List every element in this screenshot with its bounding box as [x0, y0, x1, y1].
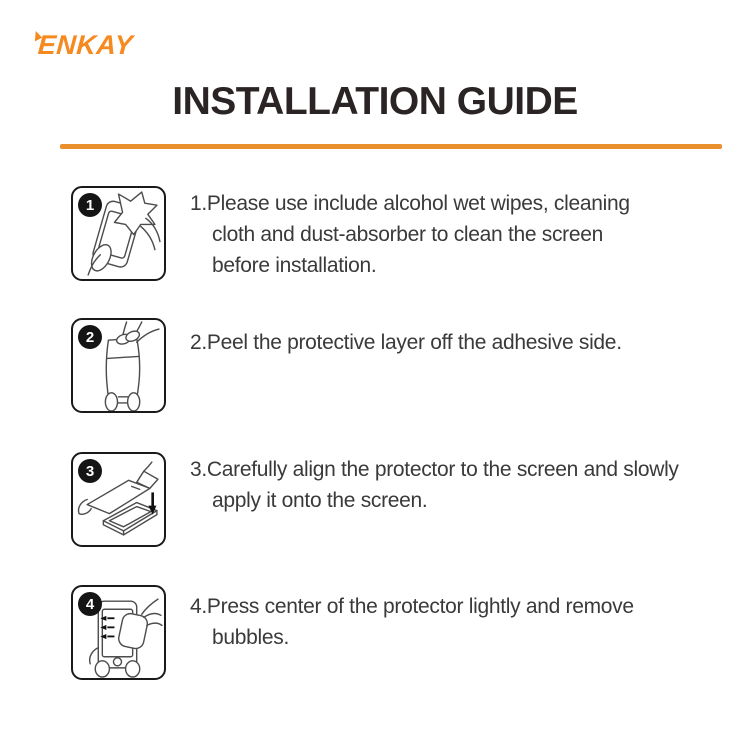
step-text-line: 4.Press center of the protector lightly and remove	[190, 595, 634, 618]
step-3-icon-box	[71, 452, 166, 547]
step-row-2	[0, 318, 750, 418]
step-row-1	[0, 186, 750, 286]
step-1-text	[190, 188, 630, 281]
step-number-badge: 1	[78, 193, 102, 217]
header-divider	[60, 144, 722, 149]
step-text-line: apply it onto the screen.	[212, 489, 428, 512]
step-number-badge: 2	[78, 325, 102, 349]
step-1-icon-box	[71, 186, 166, 281]
step-3-text	[190, 454, 679, 516]
step-2-icon-box	[71, 318, 166, 413]
step-text-line: 3.Carefully align the protector to the screen and slowly	[190, 458, 679, 481]
step-text-line: cloth and dust-absorber to clean the screen	[212, 223, 604, 246]
step-row-4	[0, 585, 750, 685]
brand-logo: ENKAY	[36, 30, 135, 60]
step-row-3	[0, 452, 750, 552]
step-4-icon-box	[71, 585, 166, 680]
page-title: INSTALLATION GUIDE	[172, 80, 578, 123]
step-number-badge: 3	[78, 459, 102, 483]
step-4-text	[190, 591, 634, 653]
step-text-line: 1.Please use include alcohol wet wipes, cleaning	[190, 192, 630, 215]
step-number-badge: 4	[78, 592, 102, 616]
step-2-text	[190, 327, 622, 358]
step-text-line: before installation.	[212, 254, 377, 277]
step-text-line: bubbles.	[212, 626, 289, 649]
step-text-line: 2.Peel the protective layer off the adhesive side.	[190, 331, 622, 354]
